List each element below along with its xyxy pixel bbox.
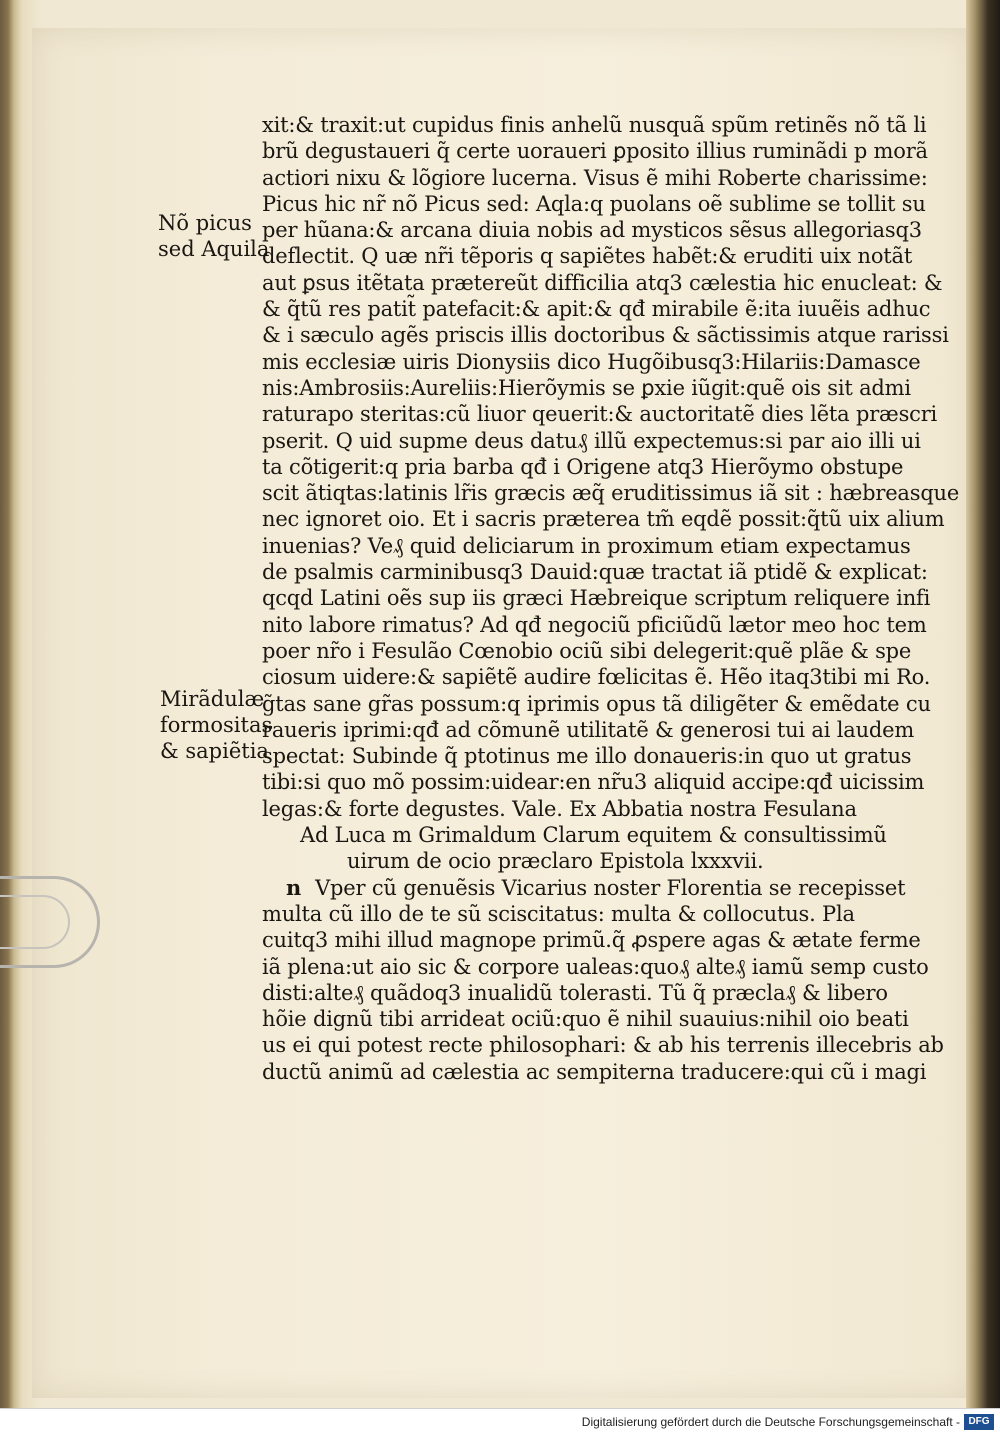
text-line: raturapo steritas:cũ liuor qeuerit:& auctoritatẽ dies lẽta præscri	[262, 402, 938, 427]
text-line: mis ecclesiæ uiris Dionysiis dico Hugõibusq3:Hilariis:Damasce	[262, 349, 921, 374]
text-line: nito labore rimatus? Ad qđ negociũ pficiũdũ lætor meo hoc tem	[262, 612, 927, 637]
marginal-line: Mirãdulæ	[160, 687, 265, 711]
text-line: poer nr̃o i Fesulão Cœnobio ociũ sibi delegerit:quẽ plãe & spe	[262, 638, 912, 663]
text-line: legas:& forte degustes. Vale. Ex Abbatia nostra Fesulana	[262, 796, 857, 821]
initial-letter: n	[286, 874, 302, 900]
text-line: xit:& traxit:ut cupidus finis anhelũ nusquã spũm retinẽs nõ tã li	[262, 113, 927, 137]
main-text-block	[262, 112, 960, 1085]
marginal-line: & sapiẽtia	[160, 739, 269, 763]
text-line: g̃tas sane gr̃as possum:q iprimis opus tã diligẽter & emẽdate cu	[262, 691, 931, 716]
text-line: nec ignoret oio. Et i sacris præterea tm̃ eqdẽ possit:q̃tũ uix alium	[262, 507, 945, 532]
marginal-note-picus	[158, 210, 269, 262]
text-line: ciosum uidere:& sapiẽtẽ audire fœlicitas ẽ. Hẽo itaq3tibi mi Ro.	[262, 665, 931, 690]
text-line: actiori nixu & lõgiore lucerna. Visus ẽ mihi Roberte charissime:	[262, 165, 928, 190]
text-line: nis:Ambrosiis:Aureliis:Hierõymis se ꝑxie iũgit:quẽ ois sit admi	[262, 375, 911, 400]
text-line: brũ degustaueri q̃ certe uoraueri ꝑposito illius ruminãdi p morã	[262, 139, 928, 164]
text-line: pserit. Q uid supme deus datu₰ illũ expectemus:si par aio illi ui	[262, 428, 921, 453]
footer-bar	[0, 1408, 1000, 1436]
text-line: & q̃tũ res patit̃ patefacit:& apit:& qđ mirabile ẽ:ita iuuẽis adhuc	[262, 297, 931, 322]
text-line: Picus hic nr̃ nõ Picus sed: Aqla:q puolans oẽ sublime se tollit su	[262, 191, 926, 216]
text-line: disti:alte₰ quãdoq3 inualidũ tolerasti. Tũ q̃ præcla₰ & libero	[262, 980, 888, 1005]
marginal-line: formositas	[160, 713, 273, 737]
text-line: deflectit. Q uæ nr̃i tẽporis q sapiẽtes habẽt:& eruditi uix notãt	[262, 244, 913, 269]
text-line: cuitq3 mihi illud magnope primũ.q̃ ꝓspere agas & ætate ferme	[262, 928, 921, 953]
text-line-with-initial	[262, 874, 906, 901]
marginal-line: Nõ picus	[158, 211, 252, 235]
text-line: aut ꝑsus itẽtata prætereũt difficilia atq3 cælestia hic enucleat: &	[262, 270, 943, 295]
text-line: scit ãtiqtas:latinis lr̃is græcis æq̃ eruditissimus iã sit : hæbreasque	[262, 481, 960, 506]
footer-credit: Digitalisierung gefördert durch die Deutsche Forschungsgemeinschaft -	[581, 1415, 960, 1429]
text-line: inuenias? Ve₰ quid deliciarum in proximum etiam expectamus	[262, 533, 911, 558]
text-line: tibi:si quo mõ possim:uidear:en nr̃u3 aliquid accipe:qđ uicissim	[262, 770, 925, 795]
text-line: multa cũ illo de te sũ sciscitatus: multa & collocutus. Pla	[262, 901, 855, 926]
dfg-logo-icon: DFG	[964, 1414, 994, 1430]
text-line: Vper cũ genuẽsis Vicarius noster Florentia se recepisset	[315, 875, 906, 900]
text-line: hõie dignũ tibi arrideat ociũ:quo ẽ nihil suauius:nihil oio beati	[262, 1007, 909, 1032]
text-line: de psalmis carminibusq3 Dauid:quæ tractat iã ptidẽ & explicat:	[262, 560, 928, 585]
marginal-line: sed Aquila	[158, 237, 270, 261]
text-line: ta cõtigerit:q pria barba qđ i Origene atq3 Hierõymo obstupe	[262, 454, 904, 479]
text-line: ductũ animũ ad cælestia ac sempiterna traducere:qui cũ i magi	[262, 1059, 927, 1084]
marginal-note-mirandula	[160, 686, 272, 764]
text-line: spectat: Subinde q̃ ptotinus me illo donaueris:in quo ut gratus	[262, 744, 912, 769]
text-line: & i sæculo agẽs priscis illis doctoribus & sãctissimis atque rarissi	[262, 323, 949, 348]
book-spine-edge	[966, 0, 1000, 1408]
paper-clip-inner	[0, 895, 70, 949]
text-line: raueris iprimi:qđ ad cõmunẽ utilitatẽ & generosi tui ai laudem	[262, 717, 915, 742]
text-line: qcqd Latini oẽs sup iis græci Hæbreique scriptum reliquere infi	[262, 586, 931, 611]
text-line: us ei qui potest recte philosophari: & ab his terrenis illecebris ab	[262, 1033, 944, 1058]
text-line: iã plena:ut aio sic & corpore ualeas:quo₰ alte₰ iamũ semp custo	[262, 954, 929, 979]
letter-heading-line: Ad Luca m Grimaldum Clarum equitem & consultissimũ	[300, 823, 887, 848]
text-line: per hũana:& arcana diuia nobis ad mysticos sẽsus allegoriasq3	[262, 218, 922, 243]
letter-heading-line: uirum de ocio præclaro Epistola lxxxvii.	[347, 849, 764, 874]
